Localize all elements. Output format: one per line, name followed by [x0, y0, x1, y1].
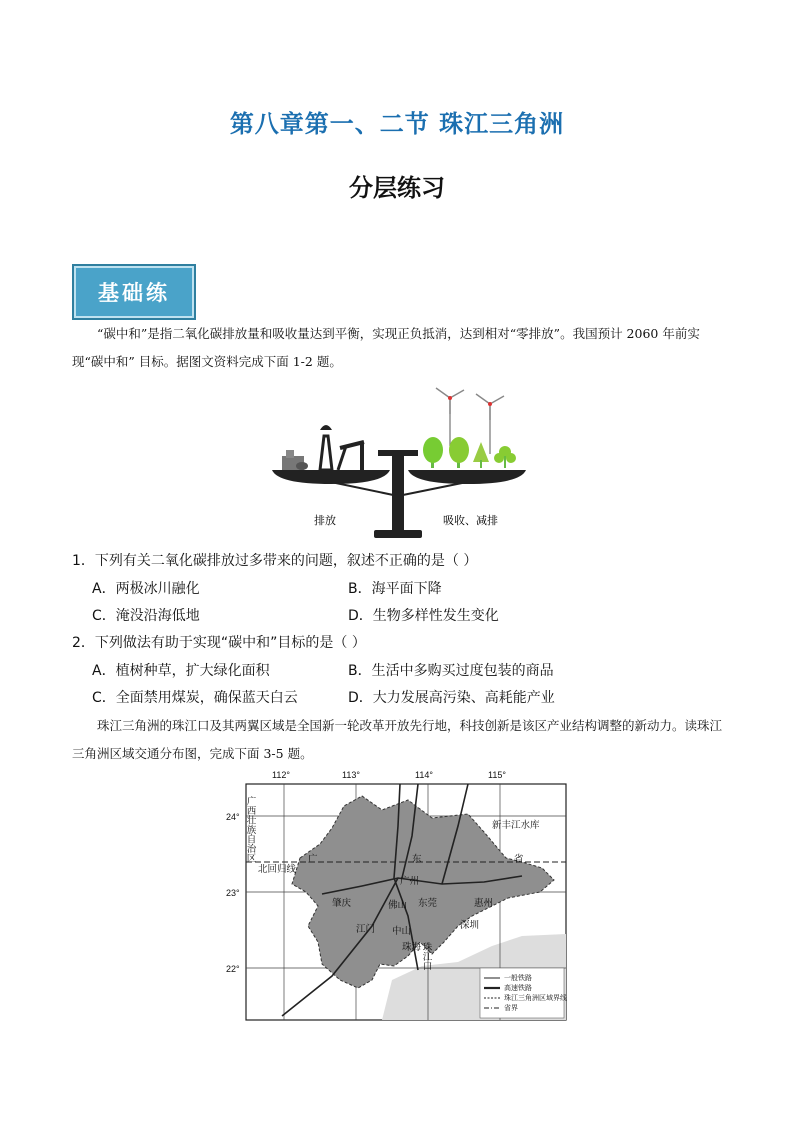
- lon-label: 114°: [415, 770, 433, 780]
- region-label: 广西壮族自治区: [244, 796, 256, 863]
- intro-paragraph-2: 珠江三角洲的珠江口及其两翼区域是全国新一轮改革开放先行地，科技创新是该区产业结构调整的新动力。读珠江三角洲区域交通分布图，完成下面 3-5 题。: [72, 718, 723, 761]
- tree-icon: [423, 437, 516, 468]
- page-title: 第八章第一、二节 珠江三角洲: [229, 110, 565, 138]
- absorption-label: 吸收、减排: [443, 514, 498, 527]
- emission-label: 排放: [314, 514, 336, 527]
- lat-label: 24°: [226, 812, 240, 822]
- legend-item: 高速铁路: [504, 985, 532, 992]
- lon-label: 115°: [488, 770, 506, 780]
- legend-item: 一般铁路: [504, 975, 532, 982]
- lon-label: 113°: [342, 770, 360, 780]
- estuary-label: 珠江口: [420, 942, 432, 971]
- city-label: 珠海: [402, 942, 422, 953]
- q2-option-d[interactable]: D．大力发展高污染、高耗能产业: [348, 690, 555, 706]
- q1-option-c[interactable]: C．淹没沿海低地: [92, 608, 200, 624]
- wind-turbine-icon: [436, 388, 504, 454]
- lon-label: 112°: [272, 770, 290, 780]
- lat-label: 23°: [226, 888, 240, 898]
- q1-option-a[interactable]: A．两极冰川融化: [92, 581, 200, 597]
- lat-label: 22°: [226, 964, 240, 974]
- map-legend: [480, 968, 567, 1018]
- question-2-stem: 2．下列做法有助于实现“碳中和”目标的是（ ）: [72, 635, 366, 651]
- question-1-stem: 1．下列有关二氧化碳排放过多带来的问题，叙述不正确的是（ ）: [72, 553, 478, 569]
- city-label: 深圳: [460, 920, 480, 931]
- q1-option-b[interactable]: B．海平面下降: [348, 581, 442, 597]
- legend-item: 珠江三角洲区域界线: [504, 995, 567, 1002]
- tropic-label: 北回归线: [258, 864, 297, 875]
- city-label: 中山: [392, 926, 412, 937]
- city-label: 肇庆: [332, 898, 352, 909]
- legend-item: 省界: [504, 1005, 518, 1012]
- carbon-balance-figure: [268, 384, 528, 544]
- q2-option-c[interactable]: C．全面禁用煤炭，确保蓝天白云: [92, 690, 298, 706]
- q2-option-b[interactable]: B．生活中多购买过度包装的商品: [348, 663, 554, 679]
- q2-option-a[interactable]: A．植树种草，扩大绿化面积: [92, 663, 270, 679]
- reservoir-label: 新丰江水库: [492, 820, 540, 831]
- factory-icon: [282, 425, 364, 470]
- city-label: 广州: [400, 876, 420, 887]
- q1-option-d[interactable]: D．生物多样性发生变化: [348, 608, 499, 624]
- page-subtitle: 分层练习: [349, 173, 445, 202]
- section-badge: 基础练: [72, 264, 196, 320]
- pearl-river-delta-map: [222, 766, 572, 1022]
- intro-paragraph-1: “碳中和”是指二氧化碳排放量和吸收量达到平衡，实现正负抵消，达到相对“零排放”。我国预计 2060 年前实现“碳中和” 目标。据图文资料完成下面 1-2 题。: [72, 326, 700, 369]
- city-label: 佛山: [388, 900, 408, 911]
- province-char: 广: [308, 854, 318, 865]
- province-char: 省: [514, 854, 524, 865]
- province-char: 东: [412, 854, 422, 865]
- city-label: 东莞: [418, 898, 438, 909]
- city-label: 江门: [356, 924, 376, 935]
- city-label: 惠州: [474, 898, 494, 909]
